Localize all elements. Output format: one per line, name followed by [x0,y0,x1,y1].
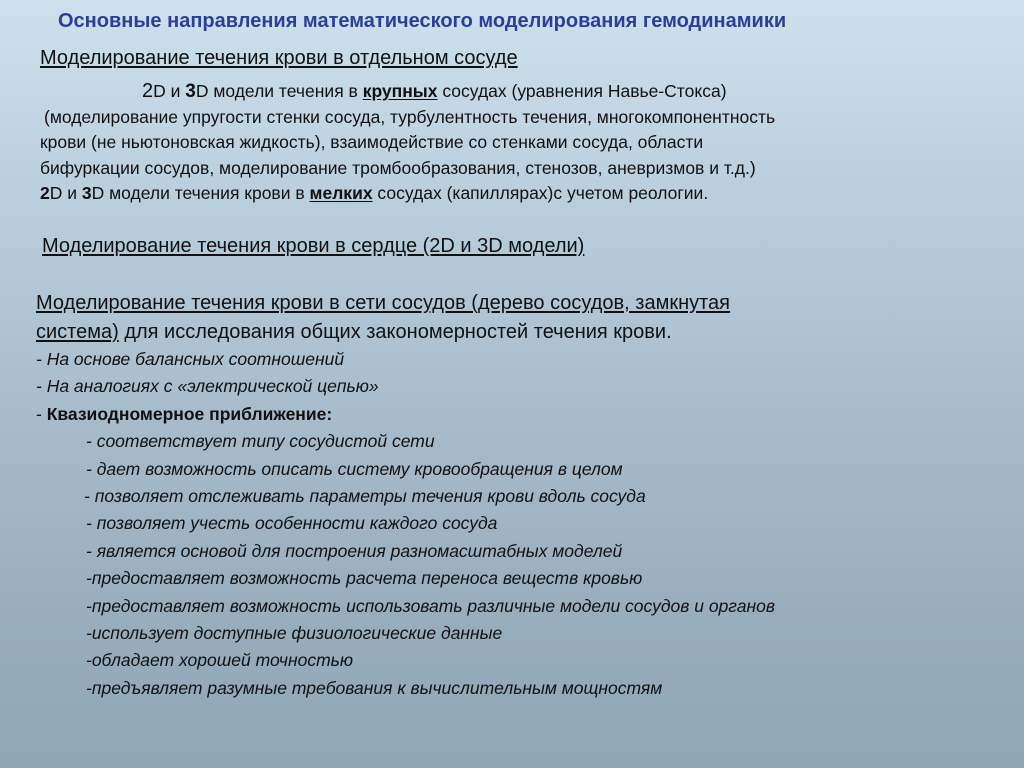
large-line-part1: D и [153,81,186,101]
three-d-digit: 3 [185,81,196,102]
property-item: - является основой для построения разномасштабных моделей [86,540,623,561]
quasi-dash: - [36,403,47,424]
property-item: -предъявляет разумные требования к вычислительным мощностям [86,677,663,698]
section3-list [36,346,775,702]
section1-heading [40,47,518,70]
large-vessels-line [40,79,775,105]
large-vessels-emph: крупных [362,81,438,101]
small-vessels-emph: мелких [309,183,373,203]
approach-item: - На аналогиях с «электрической цепью» [36,376,379,397]
two-d-digit-small: 2 [40,183,50,203]
section2-heading-text: Моделирование течения крови в сердце (2D и 3D модели) [42,235,585,257]
property-item: -обладает хорошей точностью [86,650,354,671]
paren-line-2: крови (не ньютоновская жидкость), взаимодействие со стенками сосуда, области [40,132,704,152]
three-d-digit-small: 3 [81,183,92,203]
section1-body [40,79,775,207]
two-d-digit: 2 [142,80,154,102]
quasi-item [36,401,775,428]
section3-heading-line1: Моделирование течения крови в сети сосудов (дерево сосудов, замкнутая [36,292,731,314]
large-line-part3: сосудах (уравнения Навье-Стокса) [437,81,727,101]
section3-heading-rest: для исследования общих закономерностей течения крови. [118,321,672,343]
section1-heading-text: Моделирование течения крови в отдельном сосуде [40,47,518,69]
large-line-part2: D модели течения в [195,81,363,101]
property-item: - позволяет отслеживать параметры течения крови вдоль сосуда [84,486,646,507]
property-item: - позволяет учесть особенности каждого сосуда [86,513,498,534]
slide-title: Основные направления математического моделирования гемодинамики [58,10,787,32]
paren-line-1: (моделирование упругости стенки сосуда, турбулентность течения, многокомпонентность [44,106,776,127]
property-item: -предоставляет возможность расчета переноса веществ кровью [86,568,643,589]
property-item: -использует доступные физиологические данные [86,623,503,644]
small-line-part2: D модели течения крови в [91,183,310,203]
small-line-part1: D и [49,183,82,203]
property-item: - соответствует типу сосудистой сети [86,431,435,452]
property-item: -предоставляет возможность использовать различные модели сосудов и органов [86,595,775,616]
paren-line-3: бифуркации сосудов, моделирование тромбообразования, стенозов, аневризмов и т.д.) [40,157,756,178]
section3-heading-line2 [36,318,730,347]
quasi-label: Квазиодномерное приближение: [46,403,333,424]
approach-item: - На основе балансных соотношений [36,349,345,369]
section3-heading [36,289,730,347]
section2-heading [42,235,584,258]
property-item: - дает возможность описать систему кровообращения в целом [86,458,623,479]
small-line-part3: сосудах (капиллярах)с учетом реологии. [372,183,709,203]
small-vessels-line [40,181,775,207]
section3-heading-underlined: система) [36,321,119,343]
